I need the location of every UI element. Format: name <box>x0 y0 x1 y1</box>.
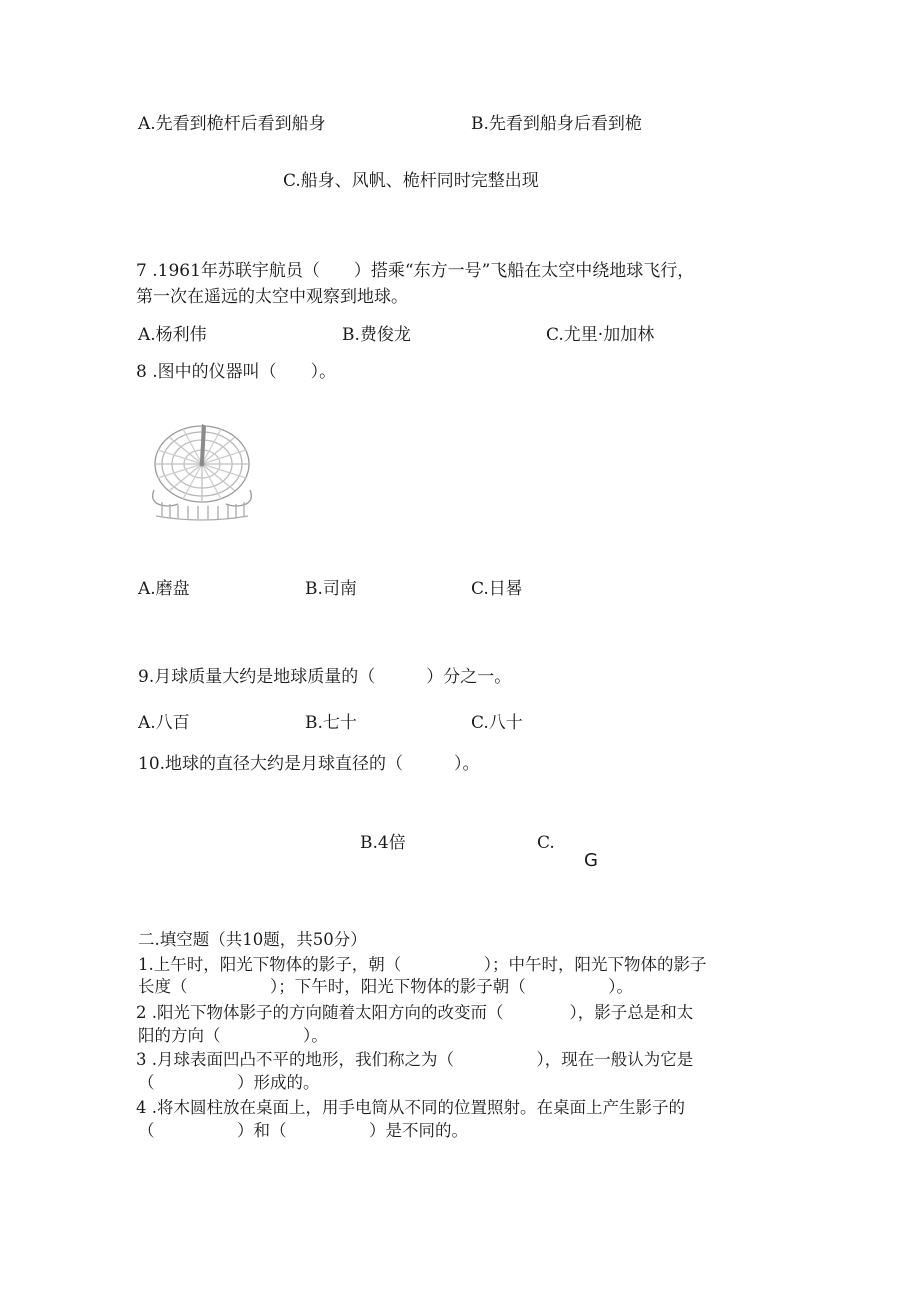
q8-option-a: A.磨盘 <box>138 579 190 599</box>
q9-question: 9.月球质量大约是地球质量的（ ）分之一。 <box>138 667 512 687</box>
fill-line: 1.上午时，阳光下物体的影子，朝（ ）；中午时，阳光下物体的影子 <box>138 955 707 974</box>
fill-line: （ ）形成的。 <box>138 1073 320 1092</box>
q7-option-c: C.尤里·加加林 <box>546 325 655 345</box>
q7-question-line1: 7 .1961年苏联宇航员（ ）搭乘“东方一号”飞船在太空中绕地球飞行， <box>136 261 695 281</box>
q10-option-c: C. <box>537 833 555 853</box>
q8-question: 8 .图中的仪器叫（ ）。 <box>136 362 337 382</box>
fill-line: 阳的方向（ ）。 <box>138 1026 328 1045</box>
q6-option-b: B.先看到船身后看到桅 <box>471 114 642 134</box>
q8-option-b: B.司南 <box>305 579 357 599</box>
sundial-image <box>148 418 256 522</box>
fill-line: 4 .将木圆柱放在桌面上，用手电筒从不同的位置照射。在桌面上产生影子的 <box>136 1098 685 1117</box>
q6-option-a: A.先看到桅杆后看到船身 <box>138 114 326 134</box>
q10-option-b: B.4倍 <box>360 833 406 853</box>
q9-option-b: B.七十 <box>305 713 357 733</box>
q7-question-line2: 第一次在遥远的太空中观察到地球。 <box>136 287 408 307</box>
q10-question: 10.地球的直径大约是月球直径的（ ）。 <box>138 754 480 774</box>
q7-option-a: A.杨利伟 <box>138 325 207 345</box>
section2-heading: 二.填空题（共10题，共50分） <box>138 930 367 949</box>
fill-line: 3 .月球表面凹凸不平的地形，我们称之为（ ），现在一般认为它是 <box>136 1050 694 1069</box>
q10-stray-letter: G <box>584 850 598 871</box>
fill-line: 2 .阳光下物体影子的方向随着太阳方向的改变而（ ），影子总是和太 <box>136 1003 694 1022</box>
fill-line: （ ）和（ ）是不同的。 <box>138 1121 468 1140</box>
q6-option-c: C.船身、风帆、桅杆同时完整出现 <box>283 171 539 191</box>
fill-line: 长度（ ）；下午时，阳光下物体的影子朝（ ）。 <box>138 977 633 996</box>
q9-option-c: C.八十 <box>471 713 523 733</box>
q8-option-c: C.日晷 <box>471 579 523 599</box>
q7-option-b: B.费俊龙 <box>342 325 411 345</box>
q9-option-a: A.八百 <box>138 713 190 733</box>
